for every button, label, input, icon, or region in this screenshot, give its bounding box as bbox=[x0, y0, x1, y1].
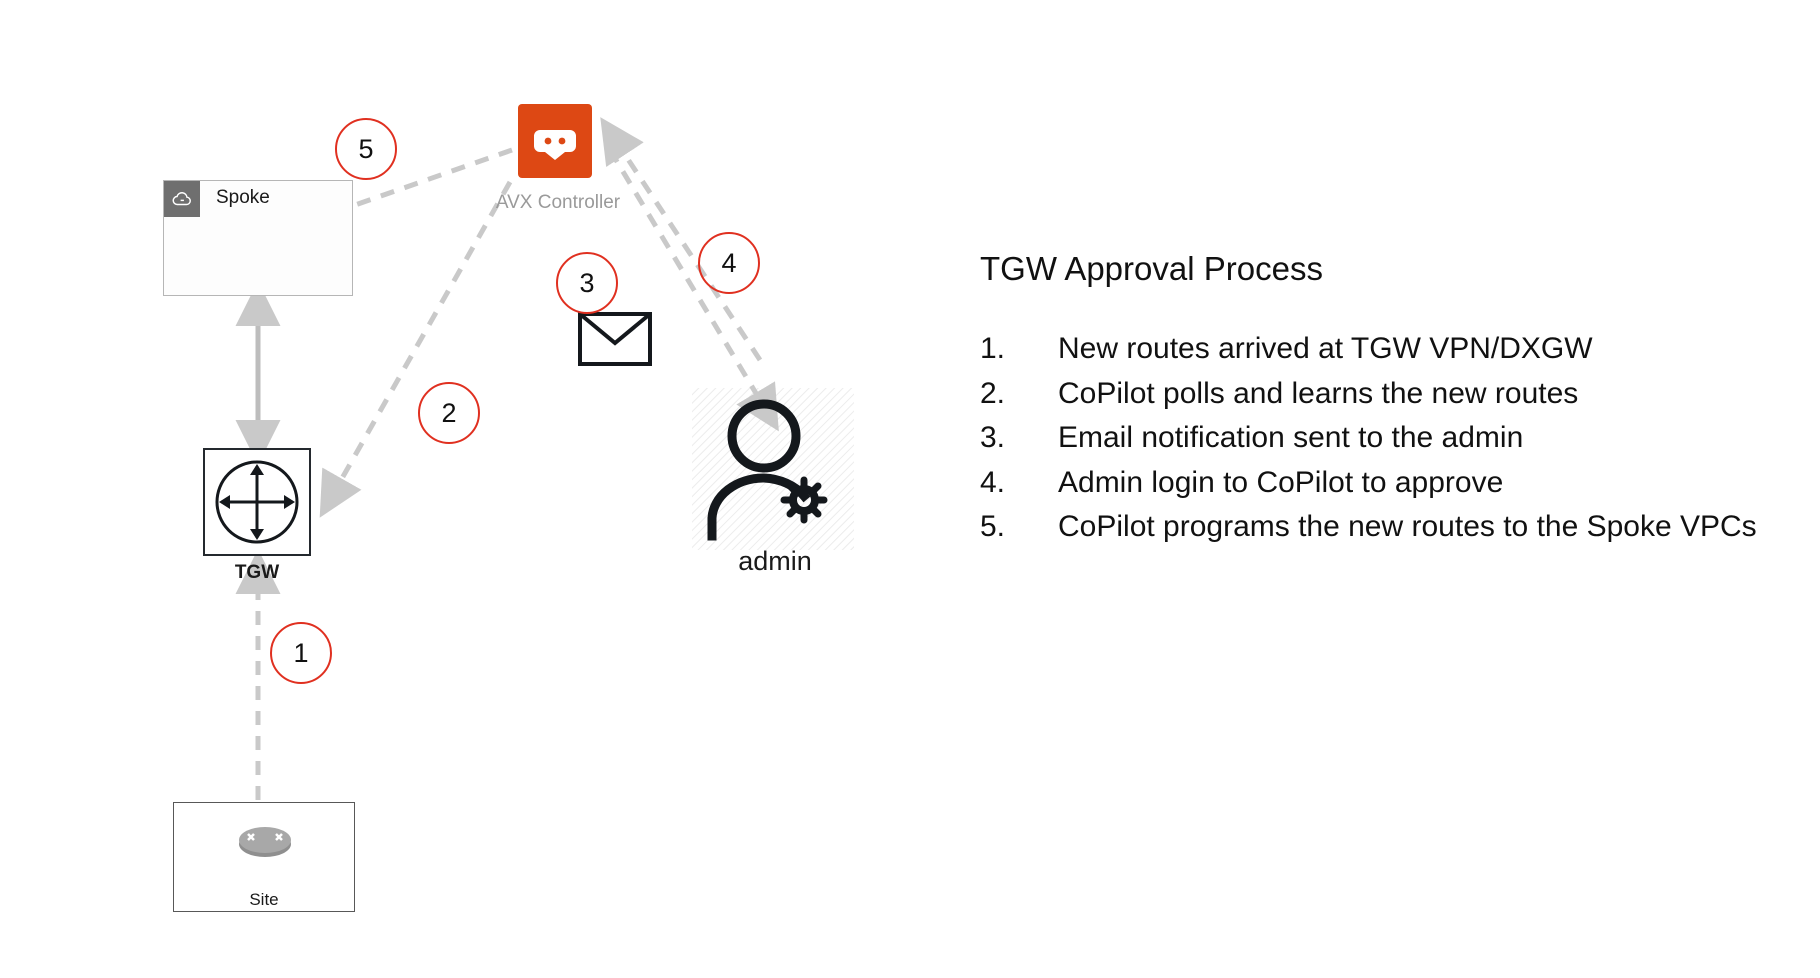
step-marker-4-label: 4 bbox=[721, 247, 737, 278]
list-item-text: CoPilot polls and learns the new routes bbox=[1058, 376, 1579, 410]
aviatrix-logo-icon bbox=[518, 104, 592, 178]
list-item-number: 1. bbox=[980, 332, 1006, 365]
node-admin[interactable] bbox=[692, 388, 854, 550]
connector-controller-to-tgw bbox=[332, 182, 510, 496]
node-site-label: Site bbox=[249, 890, 279, 909]
node-spoke[interactable] bbox=[163, 180, 353, 296]
node-avx-controller[interactable] bbox=[518, 104, 592, 178]
process-step-list bbox=[980, 328, 1760, 549]
list-item bbox=[980, 373, 1760, 416]
node-admin-label: admin bbox=[738, 546, 812, 576]
list-item-text: Admin login to CoPilot to approve bbox=[1058, 465, 1504, 499]
node-spoke-label: Spoke bbox=[216, 187, 270, 208]
list-item bbox=[980, 506, 1760, 549]
process-panel bbox=[980, 250, 1760, 551]
list-item-number: 5. bbox=[980, 510, 1006, 544]
list-item-number: 3. bbox=[980, 421, 1006, 455]
transit-gateway-icon bbox=[205, 450, 309, 554]
panel-title: TGW Approval Process bbox=[980, 250, 1323, 287]
list-item-text: New routes arrived at TGW VPN/DXGW bbox=[1058, 332, 1593, 365]
step-marker-3-label: 3 bbox=[579, 267, 595, 298]
step-marker-2-label: 2 bbox=[441, 397, 457, 428]
list-item-number: 2. bbox=[980, 376, 1006, 410]
step-marker-2 bbox=[418, 382, 480, 444]
step-marker-4 bbox=[698, 232, 760, 294]
step-marker-1-label: 1 bbox=[293, 637, 309, 668]
envelope-icon bbox=[578, 312, 652, 366]
node-tgw[interactable] bbox=[203, 448, 311, 556]
node-tgw-label: TGW bbox=[234, 562, 280, 583]
step-marker-1 bbox=[270, 622, 332, 684]
step-marker-5-label: 5 bbox=[358, 133, 374, 164]
router-icon bbox=[234, 823, 296, 865]
step-marker-5 bbox=[335, 118, 397, 180]
step-marker-3 bbox=[556, 252, 618, 314]
list-item bbox=[980, 328, 1760, 371]
node-email-notification[interactable] bbox=[578, 312, 652, 366]
list-item-number: 4. bbox=[980, 465, 1006, 499]
list-item bbox=[980, 462, 1760, 505]
node-avx-controller-label: AVX Controller bbox=[495, 192, 621, 213]
admin-user-icon bbox=[692, 388, 854, 550]
list-item-text: CoPilot programs the new routes to the Spoke VPCs bbox=[1058, 510, 1757, 544]
list-item bbox=[980, 417, 1760, 460]
list-item-text: Email notification sent to the admin bbox=[1058, 421, 1524, 455]
cloud-icon bbox=[164, 181, 200, 217]
